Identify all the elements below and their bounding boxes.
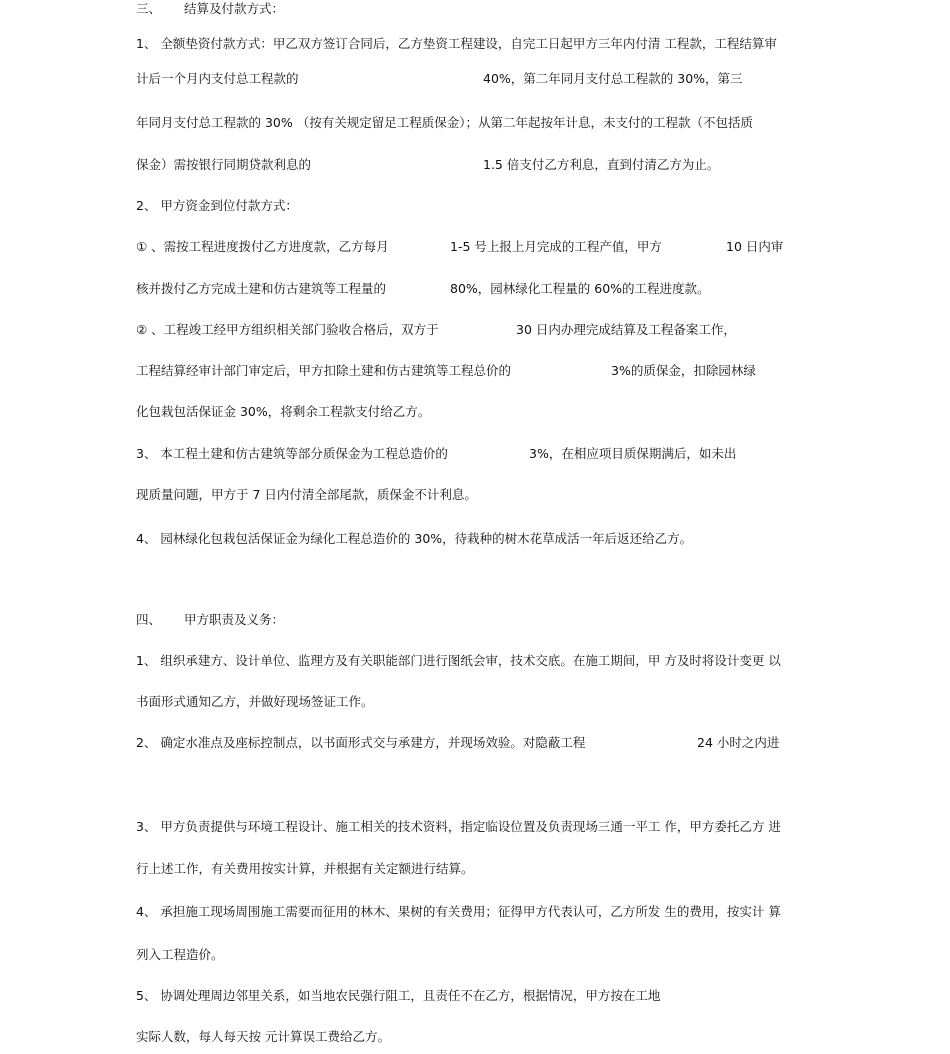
s3-p2-item1-c: 10 日内审 (726, 239, 784, 254)
s3-p1-line-2b: 40%，第二年同月支付总工程款的 30%，第三 (483, 71, 743, 86)
s3-p2-item2-d: 3%的质保金，扣除园林绿 (611, 363, 756, 378)
s3-p1-line-4a: 保金）需按银行同期贷款利息的 (136, 157, 312, 172)
s3-p2-item1-a: ① 、需按工程进度拨付乙方进度款，乙方每月 (136, 239, 389, 254)
s3-p1-line-3: 年同月支付总工程款的 30% （按有关规定留足工程质保金）；从第二年起按年计息，未支付的工程款（不包括质 (136, 115, 753, 130)
section-3-number: 三、 (136, 1, 162, 16)
s3-p2-item1-d: 核并拨付乙方完成土建和仿古建筑等工程量的 (136, 281, 387, 296)
s3-p3-line-1b: 3%，在相应项目质保期满后，如未出 (529, 446, 737, 461)
s3-p3-line-2: 现质量问题，甲方于 7 日内付清全部尾款，质保金不计利息。 (136, 487, 477, 502)
section-4-heading: 甲方职责及义务： (184, 612, 285, 627)
s3-p4-line-1: 4、 园林绿化包栽包活保证金为绿化工程总造价的 30%，待栽种的树木花草成活一年后返还给乙方。 (136, 531, 693, 546)
s3-p2-item2-e: 化包栽包活保证金 30%，将剩余工程款支付给乙方。 (136, 404, 431, 419)
s4-p2-line-1b: 24 小时之内进 (697, 735, 780, 750)
s3-p1-line-2a: 计后一个月内支付总工程款的 (136, 71, 299, 86)
s4-p4-line-1: 4、 承担施工现场周围施工需要而征用的林木、果树的有关费用；征得甲方代表认可，乙方所发 生的费用，按实计 算 (136, 904, 781, 919)
s3-p2-item1-e: 80%，园林绿化工程量的 60%的工程进度款。 (450, 281, 710, 296)
s3-p3-line-1a: 3、 本工程土建和仿古建筑等部分质保金为工程总造价的 (136, 446, 448, 461)
s3-p2-line-1: 2、 甲方资金到位付款方式： (136, 198, 298, 213)
s3-p1-line-4b: 1.5 倍支付乙方利息，直到付清乙方为止。 (483, 157, 720, 172)
s3-p2-item2-c: 工程结算经审计部门审定后，甲方扣除土建和仿古建筑等工程总价的 (136, 363, 512, 378)
section-4-number: 四、 (136, 612, 162, 627)
s3-p1-line-1: 1、 全额垫资付款方式：甲乙双方签订合同后，乙方垫资工程建设，自完工日起甲方三年内付清 工程款，工程结算审 (136, 36, 777, 51)
s3-p2-item1-b: 1-5 号上报上月完成的工程产值，甲方 (450, 239, 662, 254)
s3-p2-item2-a: ② 、工程竣工经甲方组织相关部门验收合格后，双方于 (136, 322, 439, 337)
s4-p2-line-1a: 2、 确定水准点及座标控制点，以书面形式交与承建方，并现场效验。对隐蔽工程 (136, 735, 586, 750)
s4-p4-line-2: 列入工程造价。 (136, 947, 224, 962)
s4-p1-line-2: 书面形式通知乙方，并做好现场签证工作。 (136, 694, 374, 709)
s4-p3-line-2: 行上述工作，有关费用按实计算，并根据有关定额进行结算。 (136, 861, 474, 876)
s4-p1-line-1: 1、 组织承建方、设计单位、监理方及有关职能部门进行图纸会审，技术交底。在施工期间，甲 方及时将设计变更 以 (136, 653, 781, 668)
s4-p3-line-1: 3、 甲方负责提供与环境工程设计、施工相关的技术资料，指定临设位置及负责现场三通一平工 作，甲方委托乙方 进 (136, 819, 781, 834)
s4-p5-line-2: 实际人数，每人每天按 元计算误工费给乙方。 (136, 1029, 390, 1044)
s4-p5-line-1: 5、 协调处理周边邻里关系，如当地农民强行阻工，且责任不在乙方，根据情况，甲方按在工地 (136, 988, 661, 1003)
section-3-heading: 结算及付款方式： (184, 1, 285, 16)
s3-p2-item2-b: 30 日内办理完成结算及工程备案工作， (516, 322, 736, 337)
